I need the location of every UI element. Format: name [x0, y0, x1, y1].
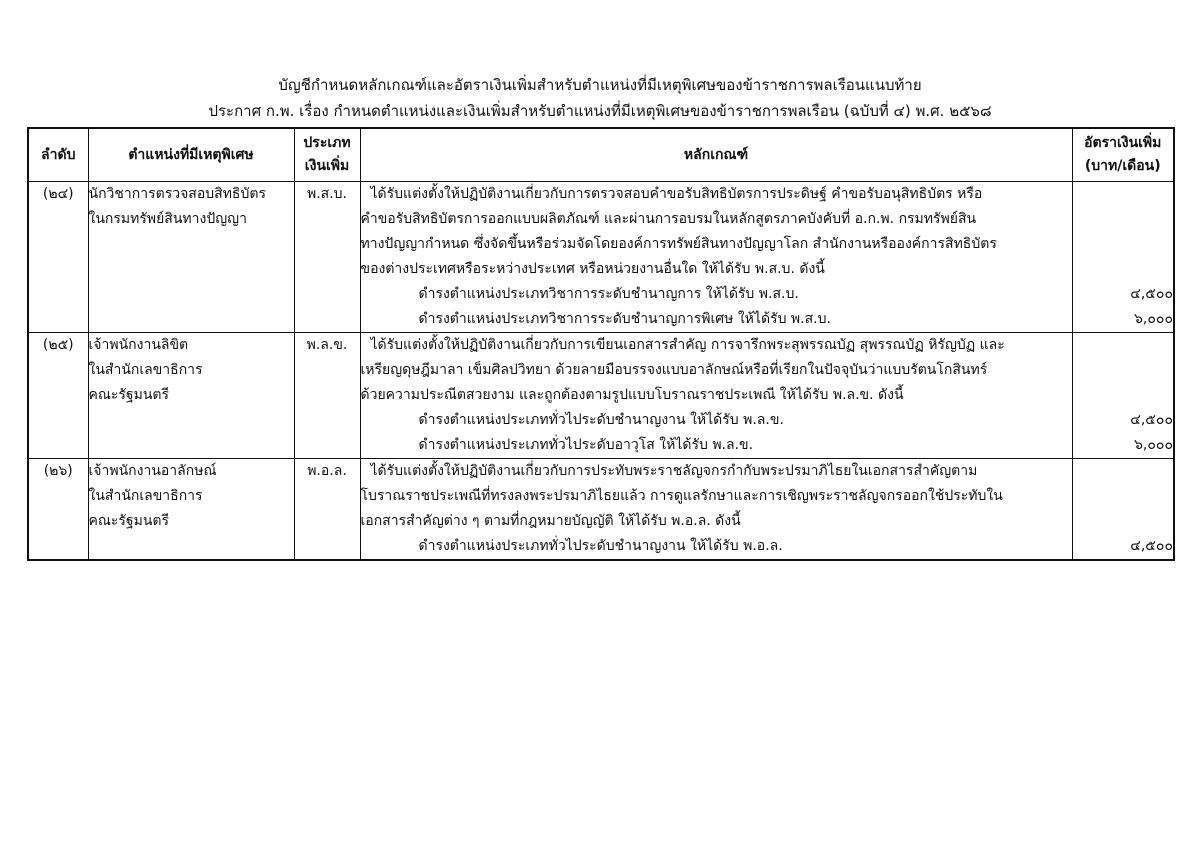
table-row	[28, 182, 1174, 333]
header-order: ลำดับ	[28, 128, 88, 182]
table-header-row	[28, 128, 1174, 182]
criteria-line: ได้รับแต่งตั้งให้ปฏิบัติงานเกี่ยวกับการประทับพระราชลัญจกรกำกับพระปรมาภิไธยในเอกสารสำคัญตาม	[370, 463, 978, 479]
criteria-line: ทางปัญญากำหนด ซึ่งจัดขึ้นหรือร่วมจัดโดยองค์การทรัพย์สินทางปัญญาโลก สำนักงานหรือองค์การสิทธิบัตร	[360, 236, 997, 252]
criteria-line: เอกสารสำคัญต่าง ๆ ตามที่กฎหมายบัญญัติ ให้ได้รับ พ.อ.ล. ดังนี้	[360, 513, 741, 529]
row-position	[88, 459, 294, 561]
position-line: เจ้าพนักงานอาลักษณ์	[88, 463, 217, 479]
position-line: นักวิชาการตรวจสอบสิทธิบัตร	[88, 186, 266, 202]
criteria-sub-item: ดำรงตำแหน่งประเภททั่วไประดับอาวุโส ให้ได้รับ พ.ล.ข.	[418, 437, 754, 453]
document-title: บัญชีกำหนดหลักเกณฑ์และอัตราเงินเพิ่มสำหรับตำแหน่งที่มีเหตุพิเศษของข้าราชการพลเรือนแนบท้าย	[278, 76, 922, 94]
rate-value: ๔,๕๐๐	[1130, 538, 1173, 554]
rate-value: ๖,๐๐๐	[1134, 311, 1173, 327]
header-type-line2: เงินเพิ่ม	[304, 158, 350, 174]
position-line: คณะรัฐมนตรี	[88, 513, 170, 529]
row-rate	[1072, 333, 1174, 459]
table-row	[28, 333, 1174, 459]
row-criteria	[360, 333, 1072, 459]
rate-value: ๔,๕๐๐	[1130, 412, 1173, 428]
row-type: พ.ล.ข.	[294, 333, 360, 459]
position-line: ในกรมทรัพย์สินทางปัญญา	[88, 211, 247, 227]
position-line: คณะรัฐมนตรี	[88, 387, 170, 403]
header-type-line1: ประเภท	[303, 135, 351, 151]
header-rate-line1: อัตราเงินเพิ่ม	[1084, 135, 1162, 151]
row-criteria	[360, 459, 1072, 561]
header-rate	[1072, 128, 1174, 182]
criteria-line: คำขอรับสิทธิบัตรการออกแบบผลิตภัณฑ์ และผ่านการอบรมในหลักสูตรภาคบังคับที่ อ.ก.พ. กรมทรัพย์สิน	[360, 211, 977, 227]
row-criteria	[360, 182, 1072, 333]
row-rate	[1072, 459, 1174, 561]
header-rate-line2: (บาท/เดือน)	[1084, 158, 1161, 174]
criteria-sub-item: ดำรงตำแหน่งประเภทวิชาการระดับชำนาญการพิเศษ ให้ได้รับ พ.ส.บ.	[418, 311, 831, 327]
rate-value: ๔,๕๐๐	[1130, 286, 1173, 302]
criteria-sub-item: ดำรงตำแหน่งประเภททั่วไประดับชำนาญงาน ให้ได้รับ พ.อ.ล.	[418, 538, 783, 554]
rate-value: ๖,๐๐๐	[1134, 437, 1173, 453]
row-type: พ.ส.บ.	[294, 182, 360, 333]
position-line: ในสำนักเลขาธิการ	[88, 362, 203, 378]
header-position: ตำแหน่งที่มีเหตุพิเศษ	[88, 128, 294, 182]
criteria-line: ด้วยความประณีตสวยงาม และถูกต้องตามรูปแบบโบราณราชประเพณี ให้ได้รับ พ.ล.ข. ดังนี้	[360, 387, 904, 403]
position-line: เจ้าพนักงานลิขิต	[88, 337, 189, 353]
criteria-table	[27, 127, 1175, 561]
table-row	[28, 459, 1174, 561]
row-order: (๒๔)	[28, 182, 88, 333]
row-position	[88, 182, 294, 333]
criteria-line: เหรียญดุษฎีมาลา เข็มศิลปวิทยา ด้วยลายมือบรรจงแบบอาลักษณ์หรือที่เรียกในปัจจุบันว่าแบบรัตนโกสินทร์	[360, 362, 988, 378]
row-type: พ.อ.ล.	[294, 459, 360, 561]
criteria-line: ได้รับแต่งตั้งให้ปฏิบัติงานเกี่ยวกับการเขียนเอกสารสำคัญ การจารึกพระสุพรรณบัฏ สุพรรณบัฏ หิรัญบัฏ และ	[370, 337, 1005, 353]
row-order: (๒๕)	[28, 333, 88, 459]
criteria-sub-item: ดำรงตำแหน่งประเภทวิชาการระดับชำนาญการ ให้ได้รับ พ.ส.บ.	[418, 286, 799, 302]
criteria-line: โบราณราชประเพณีที่ทรงลงพระปรมาภิไธยแล้ว การดูแลรักษาและการเชิญพระราชลัญจกรออกใช้ประทับใน	[360, 488, 1003, 504]
header-type	[294, 128, 360, 182]
row-rate	[1072, 182, 1174, 333]
row-position	[88, 333, 294, 459]
criteria-sub-item: ดำรงตำแหน่งประเภททั่วไประดับชำนาญงาน ให้ได้รับ พ.ล.ข.	[418, 412, 784, 428]
document-subtitle: ประกาศ ก.พ. เรื่อง กำหนดตำแหน่งและเงินเพิ่มสำหรับตำแหน่งที่มีเหตุพิเศษของข้าราชการพลเรือน (ฉบับที่ ๔) พ.ศ. ๒๕๖๘	[208, 102, 992, 120]
criteria-line: ของต่างประเทศหรือระหว่างประเทศ หรือหน่วยงานอื่นใด ให้ได้รับ พ.ส.บ. ดังนี้	[360, 261, 825, 277]
position-line: ในสำนักเลขาธิการ	[88, 488, 203, 504]
row-order: (๒๖)	[28, 459, 88, 561]
header-criteria: หลักเกณฑ์	[360, 128, 1072, 182]
criteria-line: ได้รับแต่งตั้งให้ปฏิบัติงานเกี่ยวกับการตรวจสอบคำขอรับสิทธิบัตรการประดิษฐ์ คำขอรับอนุสิทธิบัตร หรือ	[370, 186, 983, 202]
